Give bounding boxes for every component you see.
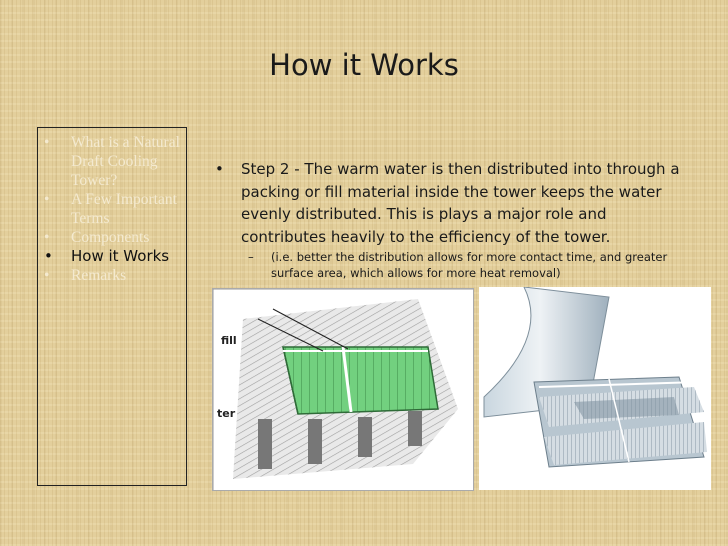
bullet-marker: • <box>44 134 50 151</box>
fill-diagram-image <box>212 288 474 491</box>
fill-label: fill <box>221 334 237 347</box>
slide-body <box>215 158 695 281</box>
bullet-marker: • <box>44 191 50 208</box>
sidebar-item-label: A Few Important Terms <box>71 191 177 227</box>
water-label: ter <box>217 407 236 420</box>
sidebar-item-how-it-works[interactable] <box>38 247 186 266</box>
sub-bullet-text: (i.e. better the distribution allows for more contact time, and greater surface area, which allows for more heat removal) <box>271 250 668 280</box>
dash-marker: – <box>248 250 254 264</box>
sidebar-item-remarks[interactable] <box>38 266 186 285</box>
fill-diagram-drawing <box>213 289 474 491</box>
sidebar-item-label: What is a Natural Draft Cooling Tower? <box>71 134 180 189</box>
sidebar-item-label: Components <box>71 229 150 246</box>
main-bullet <box>215 158 695 248</box>
cooling-tower-drawing <box>479 287 711 490</box>
cooling-tower-image <box>479 287 711 490</box>
bullet-marker: • <box>44 267 50 284</box>
main-bullet-text: Step 2 - The warm water is then distributed into through a packing or fill material inside the tower keeps the water evenly distributed. This is plays a major role and contributes heavily to the efficiency of the tower. <box>241 160 680 246</box>
sidebar-item-what-is[interactable] <box>38 133 186 190</box>
sidebar-outline <box>37 127 187 486</box>
sidebar-item-components[interactable] <box>38 228 186 247</box>
sidebar-item-label: How it Works <box>71 247 170 265</box>
bullet-marker: • <box>44 247 53 265</box>
sidebar-item-label: Remarks <box>71 267 127 284</box>
slide-title: How it Works <box>269 48 459 82</box>
sub-bullet <box>248 250 695 281</box>
bullet-marker: • <box>215 160 224 178</box>
bullet-marker: • <box>44 229 50 246</box>
sidebar-item-terms[interactable] <box>38 190 186 228</box>
